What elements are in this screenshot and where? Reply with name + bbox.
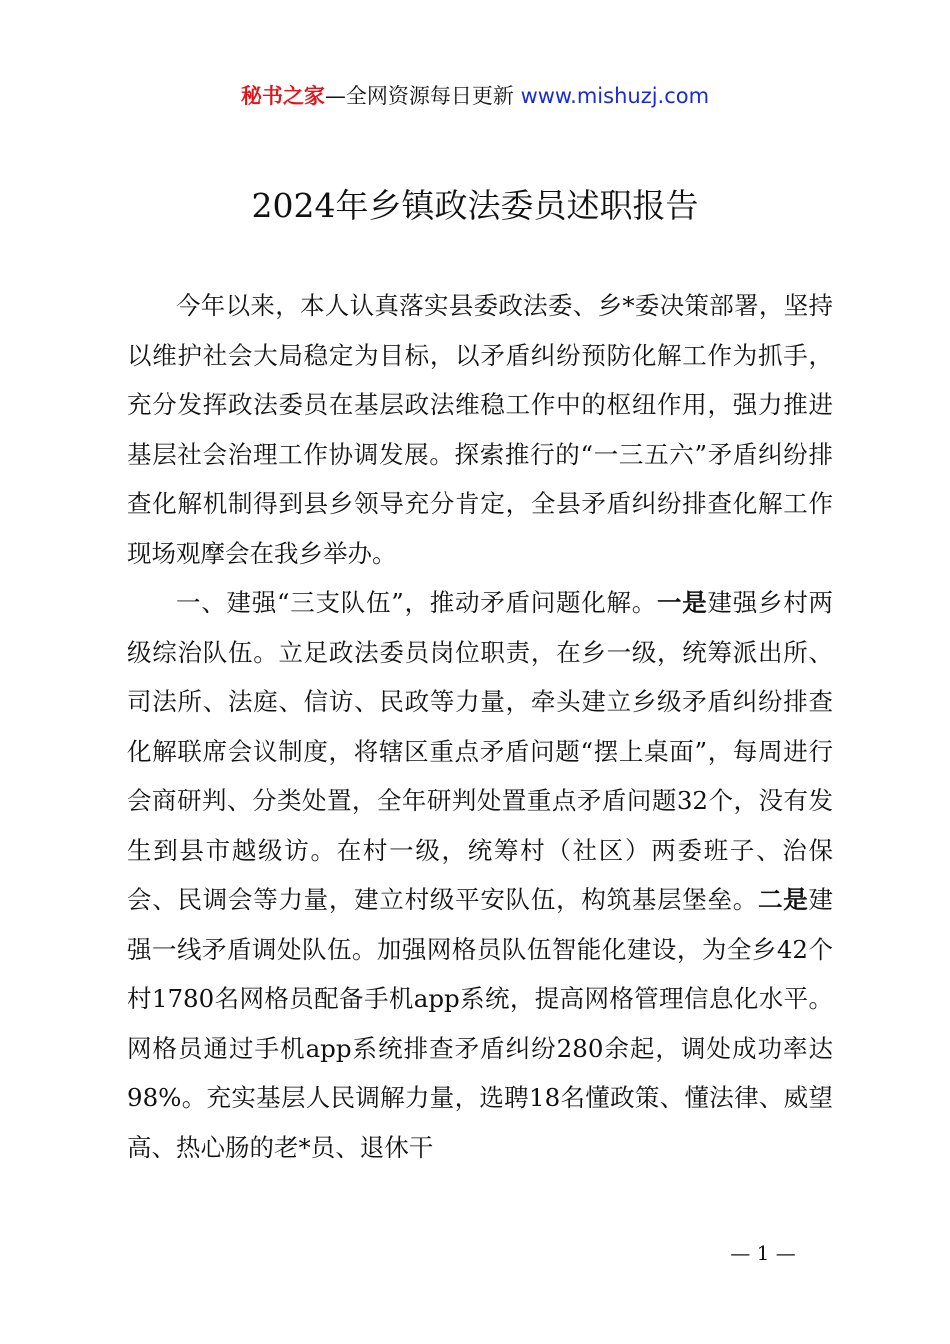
document-body — [127, 281, 833, 1172]
point-lead-two: 二是 — [758, 885, 809, 914]
point-text-two: 建强一线矛盾调处队伍。加强网格员队伍智能化建设，为全乡42个村1780名网格员配备手机app系统，提高网格管理信息化水平。网格员通过手机app系统排查矛盾纠纷280余起，调处成功率达98%。充实基层人民调解力量，选聘18名懂政策、懂法律、威望高、热心肠的老*员、退休干 — [127, 885, 834, 1162]
paragraph-section-one — [127, 578, 833, 1172]
banner-tagline: —全网资源每日更新 — [324, 84, 521, 108]
document-title: 2024年乡镇政法委员述职报告 — [251, 186, 699, 225]
site-url-link[interactable]: www.mishuzj.com — [520, 84, 710, 108]
paragraph-intro: 今年以来，本人认真落实县委政法委、乡*委决策部署，坚持以维护社会大局稳定为目标，以矛盾纠纷预防化解工作为抓手，充分发挥政法委员在基层政法维稳工作中的枢纽作用，强力推进基层社会治理工作协调发展。探索推行的“一三五六”矛盾纠纷排查化解机制得到县乡领导充分肯定，全县矛盾纠纷排查化解工作现场观摩会在我乡举办。 — [127, 291, 833, 568]
point-lead-one: 一是 — [657, 588, 708, 617]
site-banner — [0, 80, 950, 112]
page-number: — 1 — — [730, 1241, 796, 1265]
point-text-one: 建强乡村两级综治队伍。立足政法委员岗位职责，在乡一级，统筹派出所、司法所、法庭、信访、民政等力量，牵头建立乡级矛盾纠纷排查化解联席会议制度，将辖区重点矛盾问题“摆上桌面”，每周进行会商研判、分类处置，全年研判处置重点矛盾问题32个，没有发生到县市越级访。在村一级，统筹村（社区）两委班子、治保会、民调会等力量，建立村级平安队伍，构筑基层堡垒。 — [127, 588, 834, 914]
section-heading: 一、建强“三支队伍”，推动矛盾问题化解。 — [176, 588, 658, 617]
brand-name: 秘书之家 — [240, 84, 325, 108]
